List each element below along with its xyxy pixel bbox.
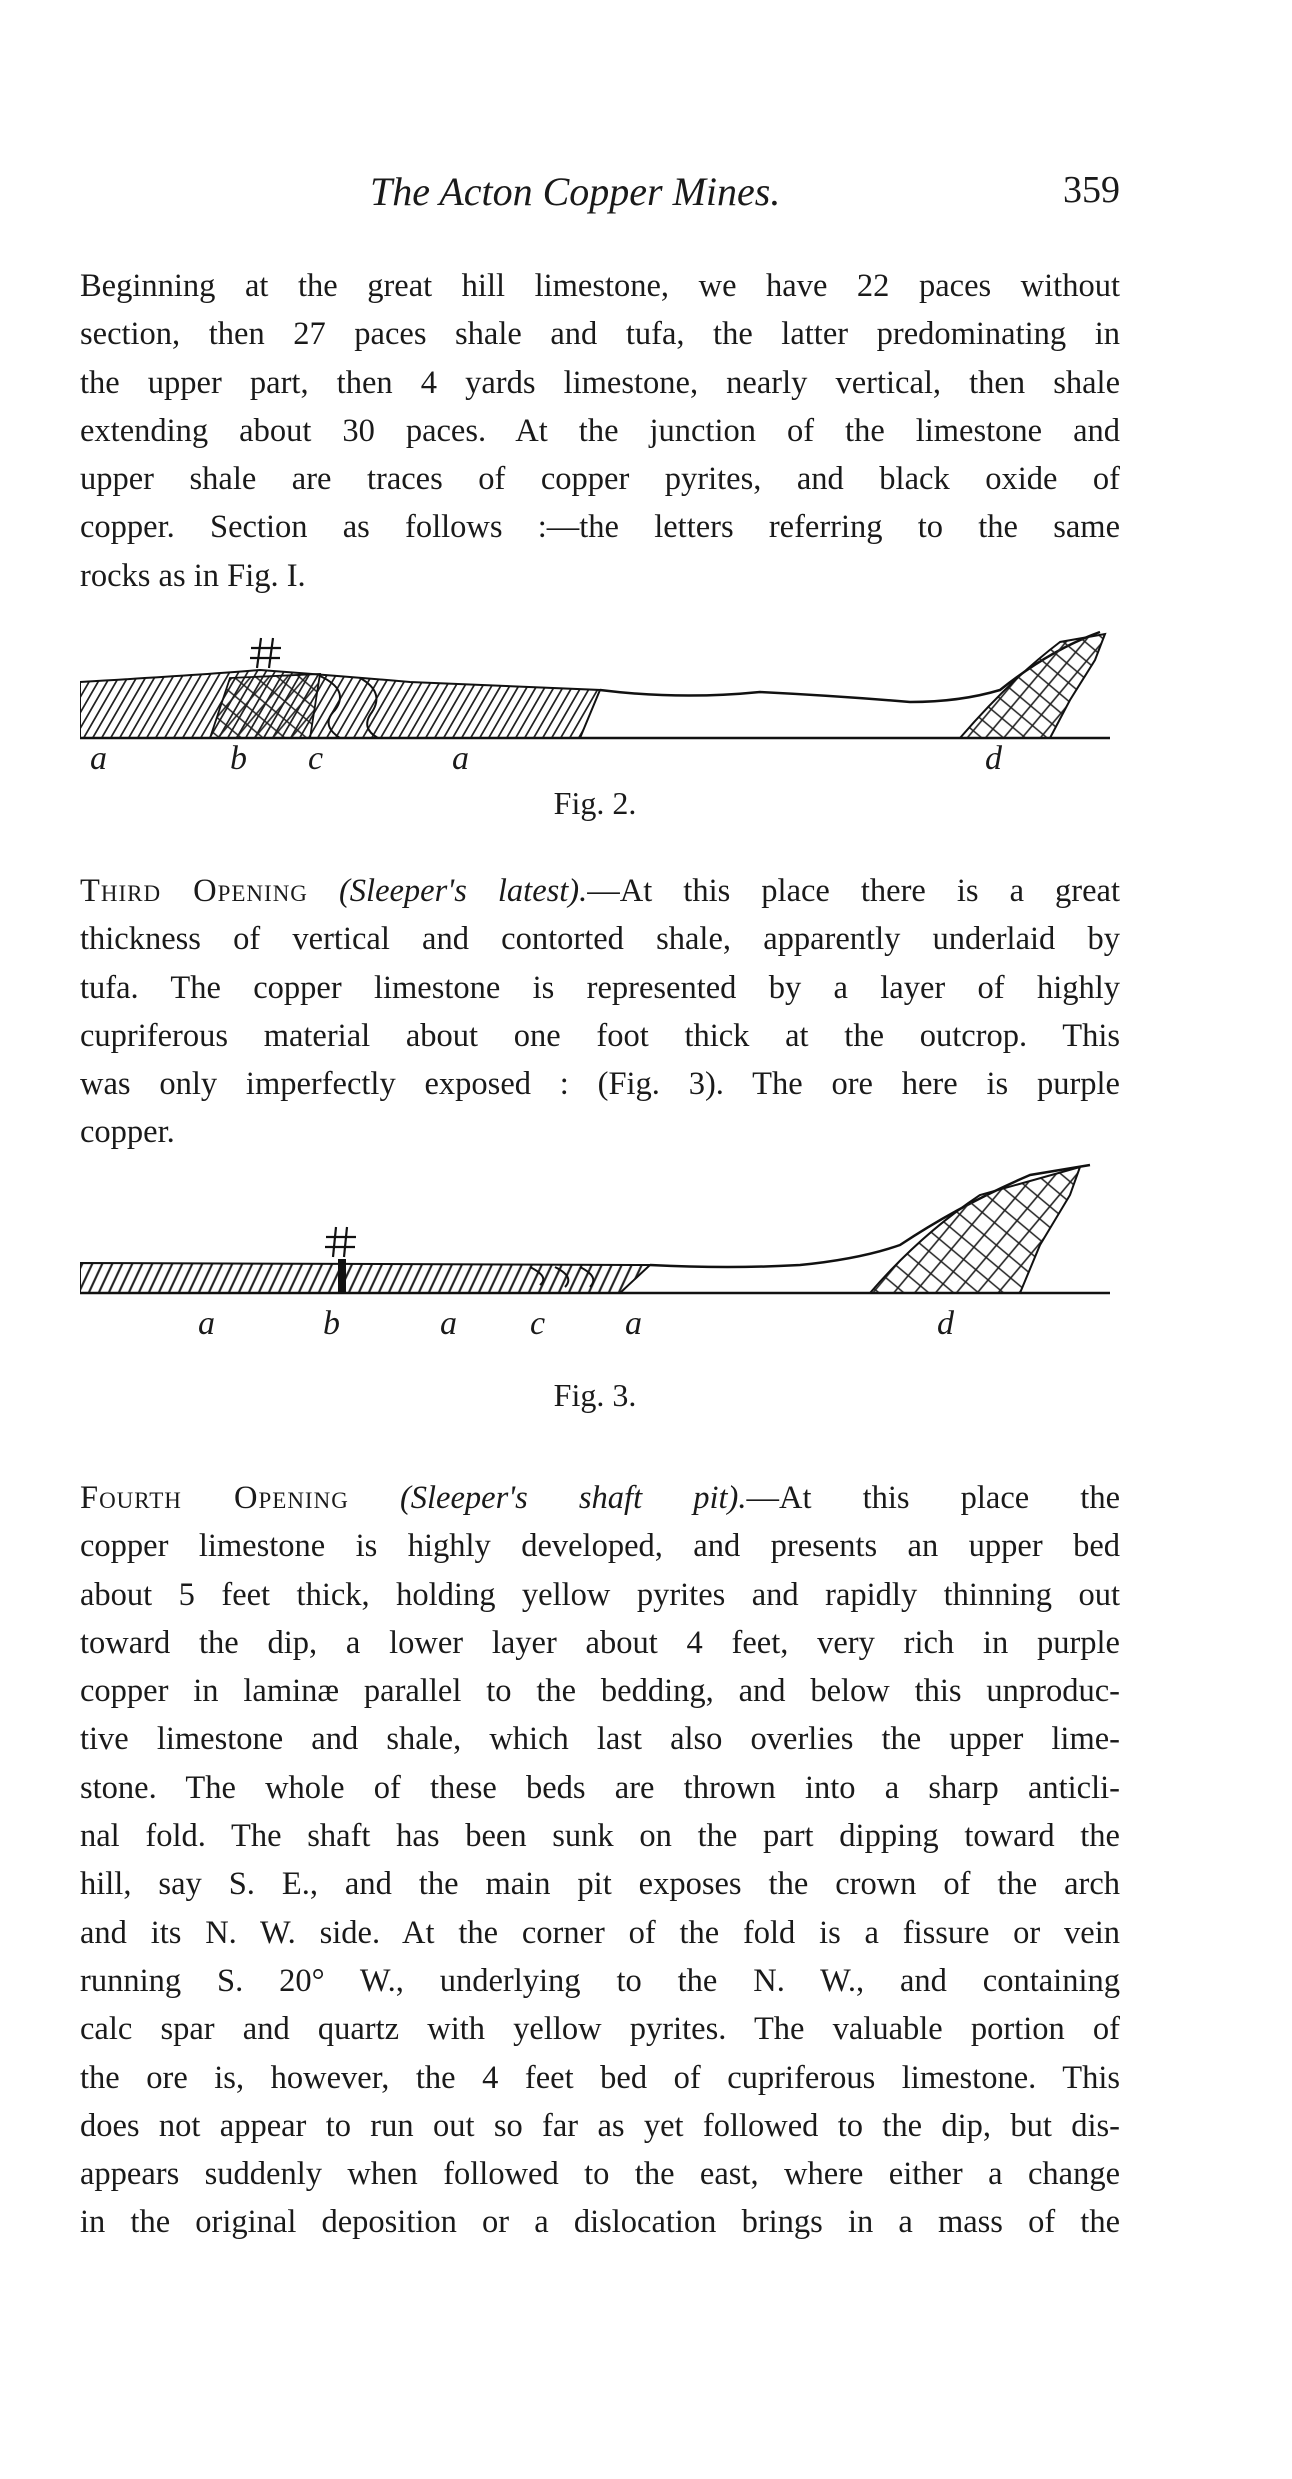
text-line: rocks as in Fig. I.: [80, 557, 306, 594]
text-line: copper. Section as follows :—the letters referring to the same: [80, 509, 1120, 546]
text-line: upper shale are traces of copper pyrites, and black oxide of: [80, 461, 1120, 498]
text-line: calc spar and quartz with yellow pyrites. The valuable portion of: [80, 2011, 1120, 2048]
figure-label-d: d: [937, 1305, 954, 1342]
figure-label-c: c: [308, 740, 324, 777]
figure-2-caption: Fig. 2.: [553, 785, 637, 821]
figure-3-section-drawing: [80, 1155, 1120, 1305]
paragraph-1: [80, 262, 1120, 600]
text-run: —At this place the: [746, 1480, 1121, 1516]
text-line: does not appear to run out so far as yet followed to the dip, but dis-: [80, 2107, 1120, 2144]
figure-label-c: c: [530, 1305, 546, 1342]
text-line: nal fold. The shaft has been sunk on the part dipping toward the: [80, 1818, 1120, 1855]
section-subtitle: (Sleeper's latest).: [338, 873, 588, 909]
text-line: thickness of vertical and contorted shale, apparently underlaid by: [80, 921, 1120, 958]
text-line: tive limestone and shale, which last also overlies the upper lime-: [80, 1721, 1120, 1758]
section-subtitle: (Sleeper's shaft pit).: [399, 1480, 747, 1516]
paragraph-3: [80, 1474, 1120, 2247]
text-line: toward the dip, a lower layer about 4 feet, very rich in purple: [80, 1624, 1120, 1661]
figure-3: [80, 1155, 1120, 1425]
page-header: [80, 168, 1120, 218]
vein-mark: [250, 638, 281, 668]
text-line: stone. The whole of these beds are thrown into a sharp anticli-: [80, 1769, 1120, 1806]
figure-2: [80, 630, 1120, 840]
section-heading: Fourth Opening: [80, 1480, 349, 1516]
text-line: copper.: [80, 1114, 175, 1151]
figure-label-a: a: [90, 740, 107, 777]
text-line: copper in laminæ parallel to the bedding, and below this unproduc-: [80, 1673, 1120, 1710]
text-line: about 5 feet thick, holding yellow pyrites and rapidly thinning out: [80, 1576, 1120, 1613]
text-line: the upper part, then 4 yards limestone, nearly vertical, then shale: [80, 364, 1120, 401]
text-line: cupriferous material about one foot thick at the outcrop. This: [80, 1017, 1120, 1054]
text-line: [80, 867, 1120, 915]
figure-2-section-drawing: [80, 630, 1120, 750]
text-line: hill, say S. E., and the main pit exposes the crown of the arch: [80, 1866, 1120, 1903]
text-line: running S. 20° W., underlying to the N. W., and containing: [80, 1962, 1120, 1999]
text-line: Beginning at the great hill limestone, we have 22 paces without: [80, 268, 1120, 304]
text-line: section, then 27 paces shale and tufa, the latter predominating in: [80, 316, 1120, 353]
figure-label-a: a: [198, 1305, 215, 1342]
figure-label-a: a: [625, 1305, 642, 1342]
text-line: [80, 1474, 1120, 1522]
figure-label-a: a: [452, 740, 469, 777]
figure-label-d: d: [985, 740, 1002, 777]
page-number: 359: [1063, 169, 1120, 211]
text-line: and its N. W. side. At the corner of the fold is a fissure or vein: [80, 1914, 1120, 1951]
text-line: appears suddenly when followed to the east, where either a change: [80, 2156, 1120, 2193]
text-line: in the original deposition or a dislocation brings in a mass of the: [80, 2204, 1120, 2241]
figure-label-b: b: [230, 740, 247, 777]
vein-mark: [325, 1227, 356, 1257]
paragraph-2: [80, 867, 1120, 1157]
text-line: tufa. The copper limestone is represented by a layer of highly: [80, 969, 1120, 1006]
text-run: —At this place there is a great: [587, 873, 1121, 909]
section-heading: Third Opening: [80, 873, 308, 909]
figure-label-b: b: [323, 1305, 340, 1342]
text-line: extending about 30 paces. At the junction of the limestone and: [80, 412, 1120, 449]
text-line: the ore is, however, the 4 feet bed of cupriferous limestone. This: [80, 2059, 1120, 2096]
text-line: copper limestone is highly developed, and presents an upper bed: [80, 1528, 1120, 1565]
figure-3-caption: Fig. 3.: [553, 1377, 637, 1413]
running-title: The Acton Copper Mines.: [370, 169, 781, 214]
figure-label-a: a: [440, 1305, 457, 1342]
text-line: was only imperfectly exposed : (Fig. 3). The ore here is purple: [80, 1066, 1120, 1103]
